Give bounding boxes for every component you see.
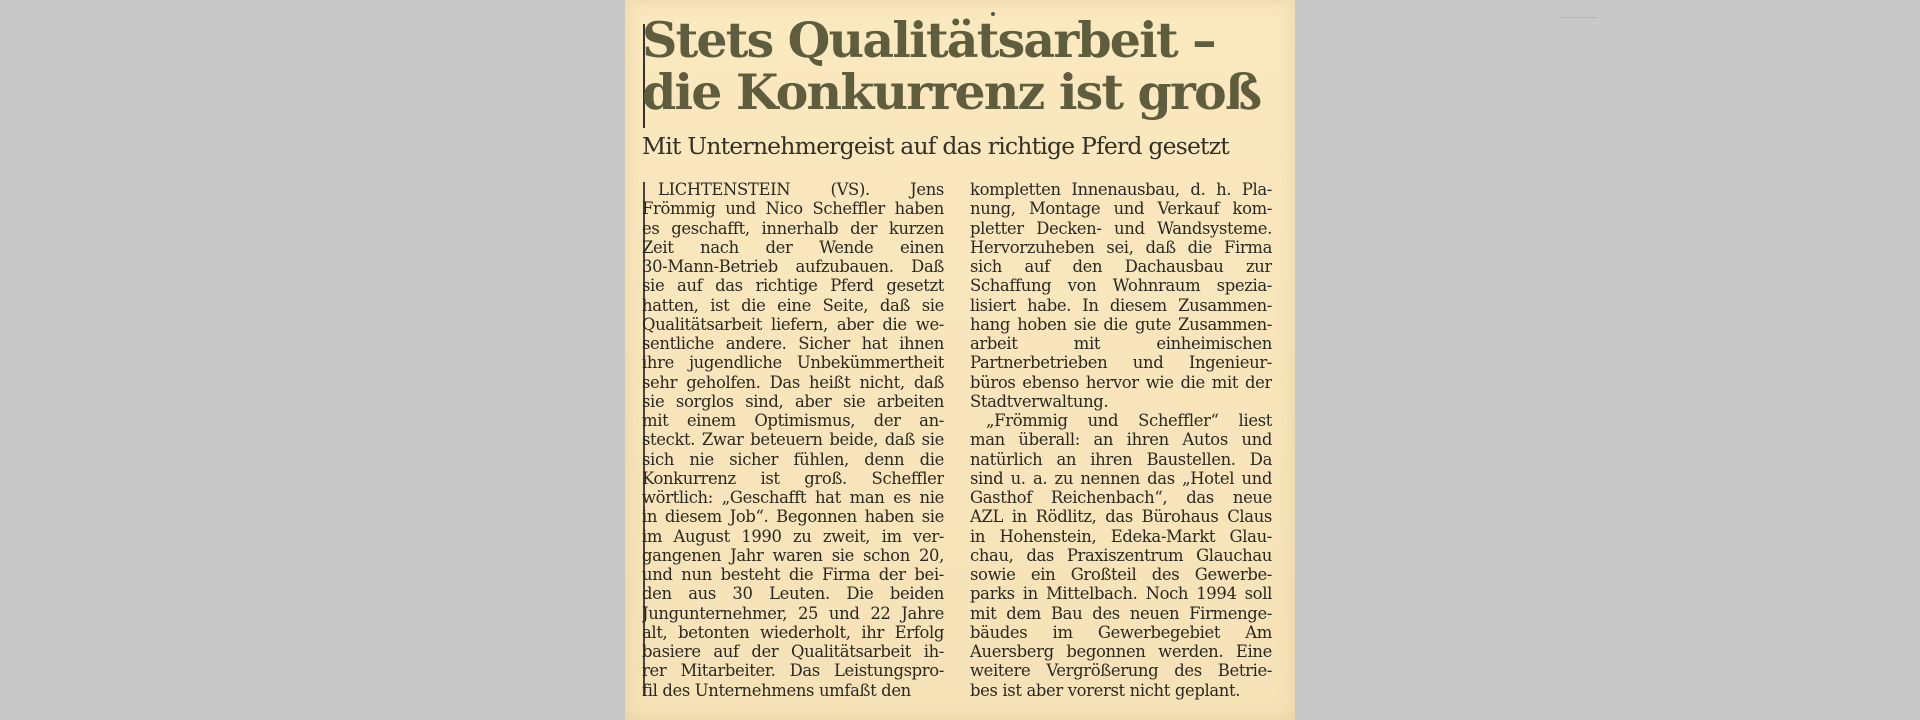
article-text-line: mit dem Bau des neuen Firmenge- — [970, 603, 1272, 623]
article-text-line: in Hohenstein, Edeka-Markt Glau- — [970, 526, 1272, 546]
article-text-line: sind u. a. zu nennen das „Hotel und — [970, 468, 1272, 488]
article-text-line: Jungunternehmer, 25 und 22 Jahre — [642, 603, 944, 623]
article-text-line: Frömmig und Nico Scheffler haben — [642, 199, 944, 219]
article-text-line: in diesem Job“. Begonnen haben sie — [642, 507, 944, 527]
article-text-line: natürlich an ihren Baustellen. Da — [970, 449, 1272, 469]
article-text-line: hatten, ist die eine Seite, daß sie — [642, 295, 944, 315]
article-text-line: parks in Mittelbach. Noch 1994 soll — [970, 584, 1272, 604]
article-text-line: im August 1990 zu zweit, im ver- — [642, 526, 944, 546]
article-text-line: Zeit nach der Wende einen — [642, 237, 944, 257]
article-text-line: LICHTENSTEIN (VS). Jens — [642, 180, 944, 199]
article-text-line: kompletten Innenausbau, d. h. Pla- — [970, 180, 1272, 199]
article-text-line: es geschafft, innerhalb der kurzen — [642, 218, 944, 238]
article-text-line: lisiert habe. In diesem Zusammen- — [970, 295, 1272, 315]
article-text-line: fil des Unternehmens umfaßt den — [642, 680, 911, 700]
article-text-line: „Frömmig und Scheffler“ liest — [970, 411, 1272, 430]
article-text-line: Stadtverwaltung. — [970, 391, 1109, 411]
newspaper-clipping — [625, 0, 1295, 720]
article-subheadline: Mit Unternehmergeist auf das richtige Pferd gesetzt — [642, 132, 1229, 160]
article-text-line: basiere auf der Qualitätsarbeit ih- — [642, 642, 944, 661]
article-text-line: ihre jugendliche Unbekümmertheit — [642, 353, 944, 373]
article-text-line: hang hoben sie die gute Zusammen- — [970, 314, 1272, 334]
article-text-line: wörtlich: „Geschafft hat man es nie — [642, 488, 944, 507]
article-text-line: und nun besteht die Firma der bei- — [642, 565, 944, 584]
viewer-edge-mark — [1560, 17, 1598, 18]
article-text-line: gangenen Jahr waren sie schon 20, — [642, 545, 944, 565]
article-text-line: rer Mitarbeiter. Das Leistungspro- — [642, 661, 944, 681]
article-text-line: sentliche andere. Sicher hat ihnen — [642, 334, 944, 353]
article-text-line: Hervorzuheben sei, daß die Firma — [970, 237, 1272, 257]
article-text-line: nung, Montage und Verkauf kom- — [970, 199, 1272, 219]
article-text-line: sowie ein Großteil des Gewerbe- — [970, 565, 1272, 584]
article-text-line: arbeit mit einheimischen — [970, 334, 1272, 353]
article-text-line: sie auf das richtige Pferd gesetzt — [642, 276, 944, 296]
article-text-line: chau, das Praxiszentrum Glauchau — [970, 545, 1272, 565]
article-text-line: bes ist aber vorerst nicht geplant. — [970, 680, 1241, 700]
article-text-line: sie sorglos sind, aber sie arbeiten — [642, 391, 944, 411]
article-text-line: sich auf den Dachausbau zur — [970, 257, 1272, 276]
article-text-line: steckt. Zwar beteuern beide, daß sie — [642, 430, 944, 450]
article-text-line: man überall: an ihren Autos und — [970, 430, 1272, 450]
article-column-right — [970, 180, 1272, 700]
article-text-line: alt, betonten wiederholt, ihr Erfolg — [642, 622, 944, 642]
headline-line-2: die Konkurrenz ist groß — [642, 63, 1261, 121]
article-text-line: Partnerbetrieben und Ingenieur- — [970, 353, 1272, 373]
article-text-line: mit einem Optimismus, der an- — [642, 411, 944, 430]
article-text-line: Gasthof Reichenbach“, das neue — [970, 488, 1272, 507]
article-headline — [642, 11, 1261, 121]
article-text-line: Konkurrenz ist groß. Scheffler — [642, 468, 944, 488]
article-text-line: Qualitätsarbeit liefern, aber die we- — [642, 314, 944, 334]
article-text-line: Auersberg begonnen werden. Eine — [970, 642, 1272, 661]
article-text-line: pletter Decken- und Wandsysteme. — [970, 218, 1272, 238]
headline-line-1: Stets Qualitätsarbeit – — [642, 11, 1215, 69]
article-text-line: weitere Vergrößerung des Betrie- — [970, 661, 1272, 681]
article-column-left — [642, 180, 944, 700]
article-text-line: AZL in Rödlitz, das Bürohaus Claus — [970, 507, 1272, 527]
article-text-line: Schaffung von Wohnraum spezia- — [970, 276, 1272, 296]
article-text-line: sich nie sicher fühlen, denn die — [642, 449, 944, 469]
article-text-line: büros ebenso hervor wie die mit der — [970, 372, 1272, 392]
article-text-line: bäudes im Gewerbegebiet Am — [970, 622, 1272, 642]
article-text-line: den aus 30 Leuten. Die beiden — [642, 584, 944, 604]
article-text-line: 30-Mann-Betrieb aufzubauen. Daß — [642, 257, 944, 276]
article-text-line: sehr geholfen. Das heißt nicht, daß — [642, 372, 944, 392]
